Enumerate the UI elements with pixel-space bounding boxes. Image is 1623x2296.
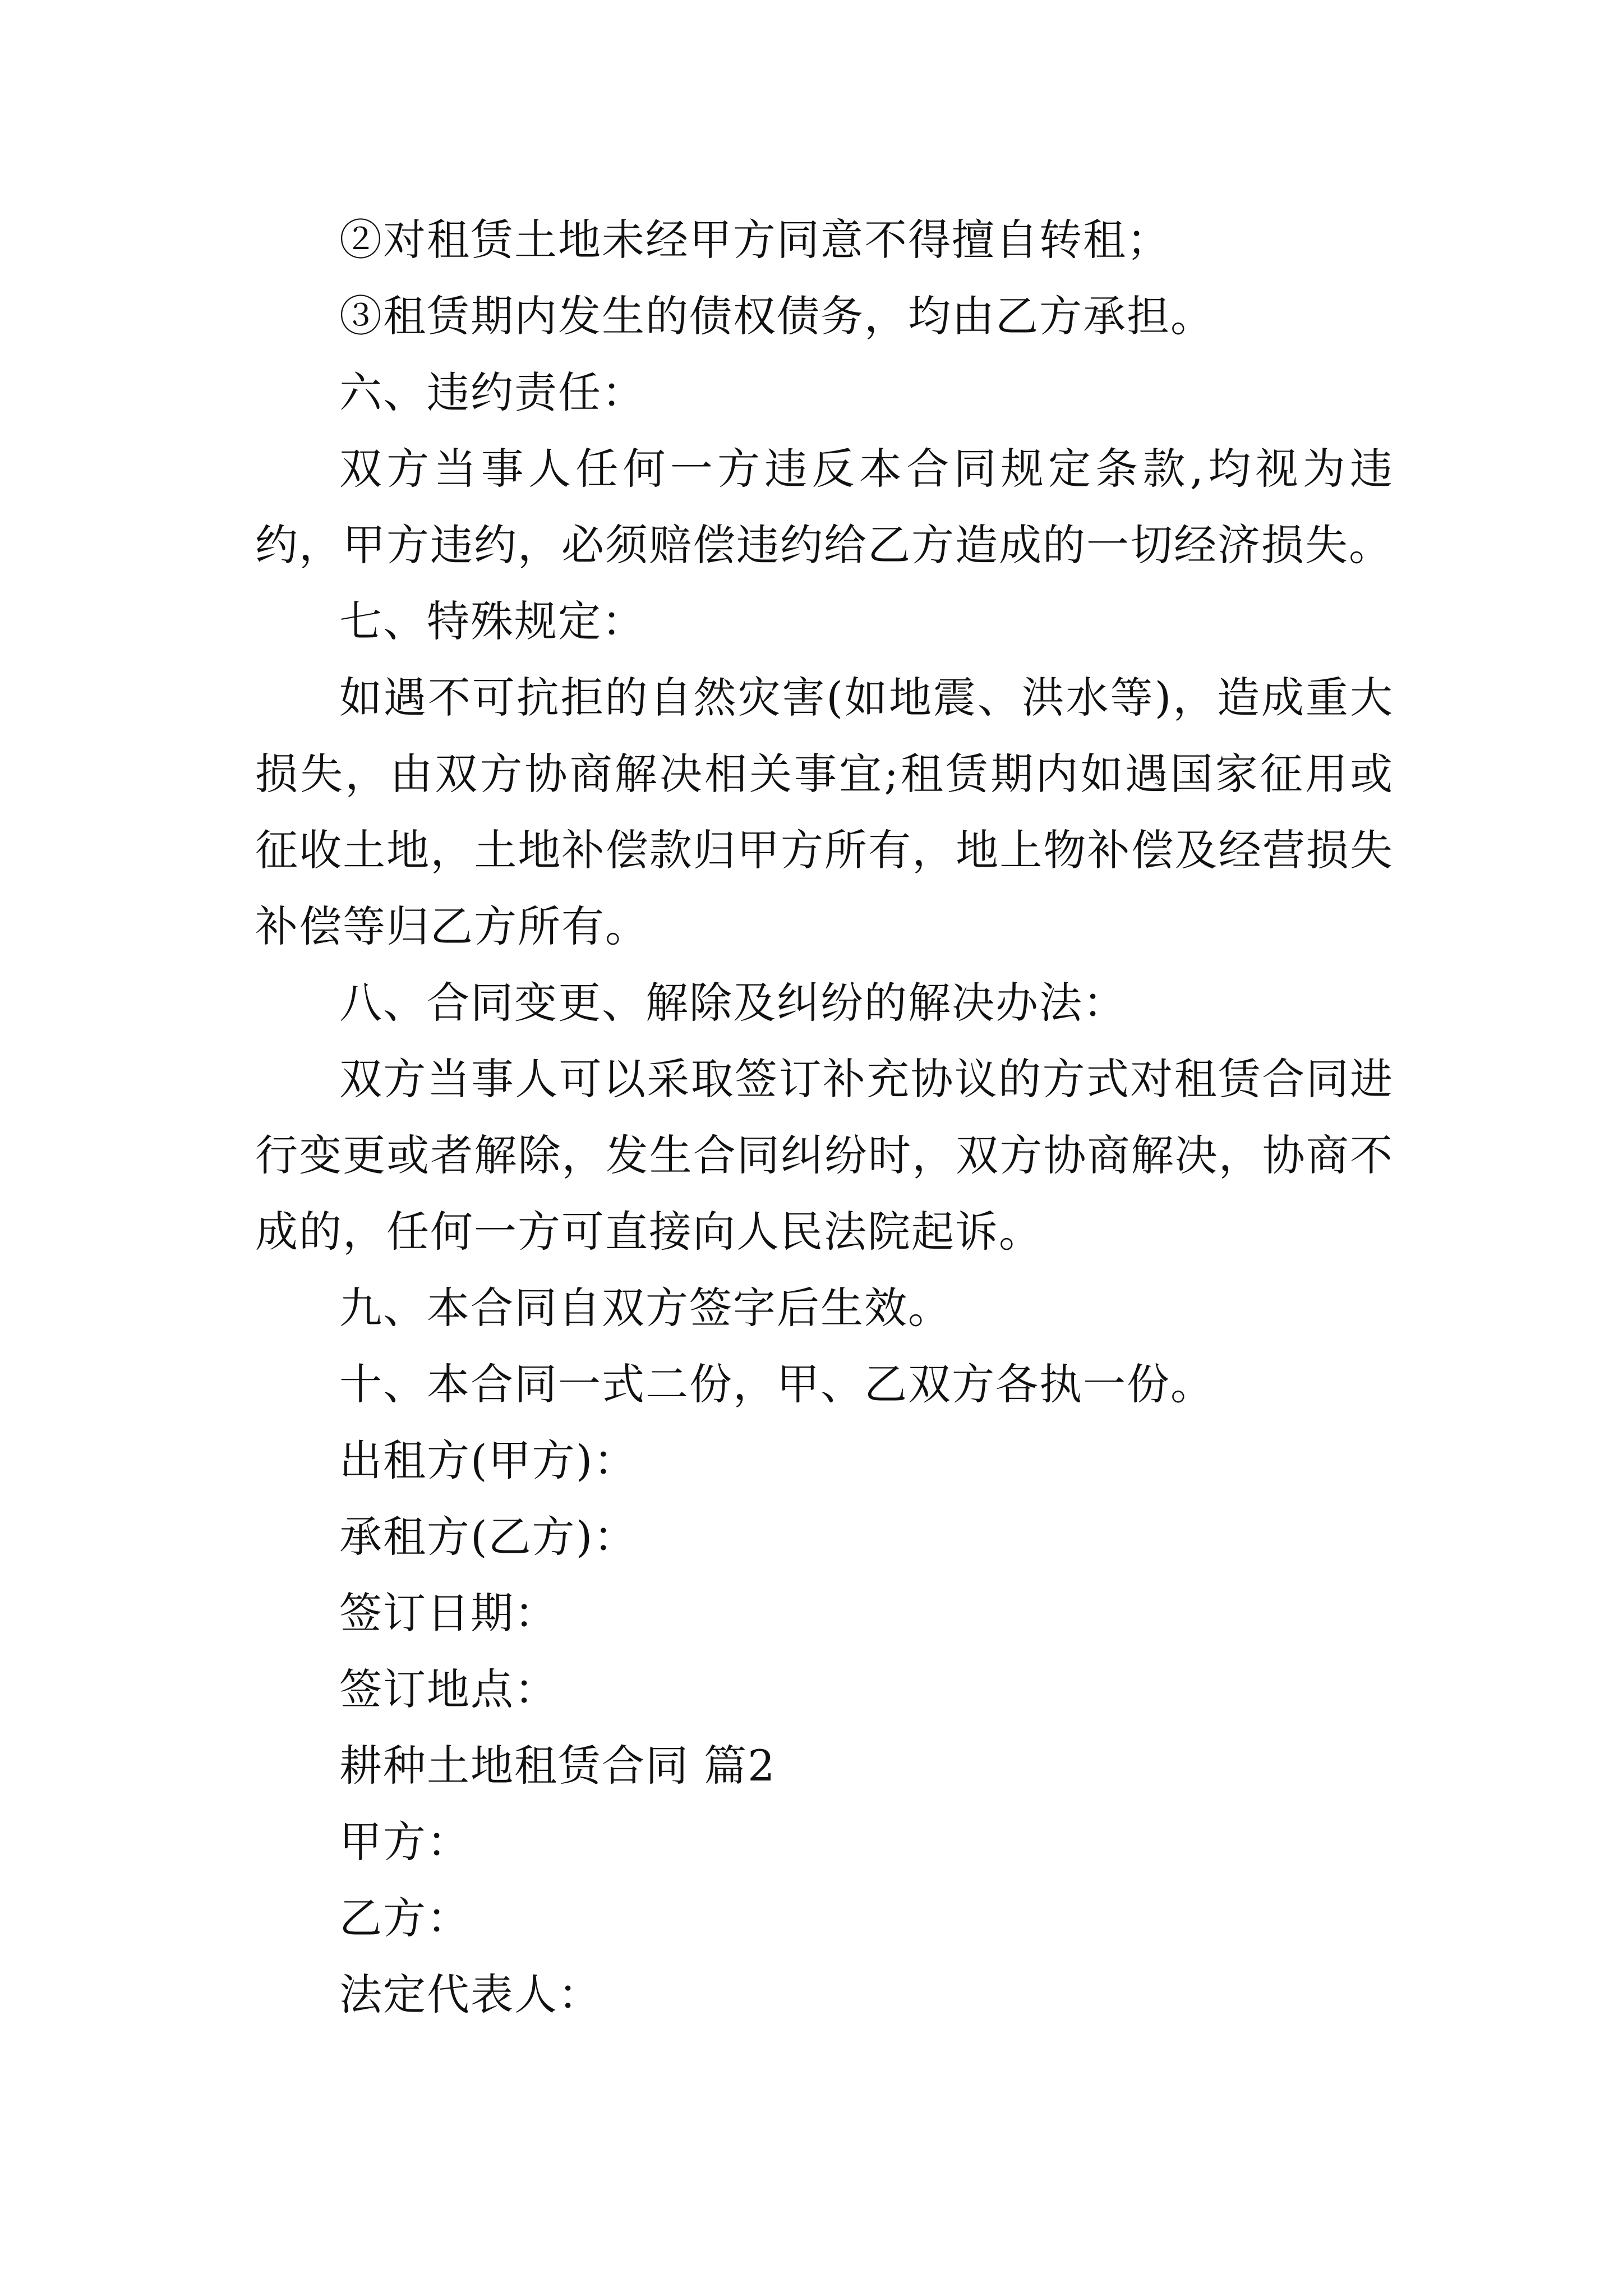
legal-representative-line: 法定代表人：: [339, 1970, 602, 2019]
document-body: [255, 202, 1394, 2033]
section-title: 耕种土地租赁合同 篇2: [339, 1741, 776, 1791]
party-b-line: 乙方：: [339, 1893, 471, 1943]
sign-place-line: 签订地点：: [339, 1664, 558, 1714]
clause-debts: ③租赁期内发生的债权债务，均由乙方承担。: [339, 291, 1214, 341]
heading-breach-liability: 六、违约责任：: [339, 367, 645, 417]
clause-effective: 九、本合同自双方签字后生效。: [339, 1283, 952, 1333]
clause-force-majeure: 如遇不可抗拒的自然灾害(如地震、洪水等)，造成重大损失，由双方协商解决相关事宜;租赁期内如遇国家征用或征收土地，土地补偿款归甲方所有，地上物补偿及经营损失补偿等归乙方所有。: [255, 673, 1394, 951]
heading-special-provisions: 七、特殊规定：: [339, 596, 645, 646]
lessee-signature-line: 承租方(乙方)：: [339, 1512, 638, 1562]
clause-breach: 双方当事人任何一方违反本合同规定条款,均视为违约，甲方违约，必须赔偿违约给乙方造成的一切经济损失。: [255, 444, 1394, 570]
clause-disputes: 双方当事人可以采取签订补充协议的方式对租赁合同进行变更或者解除，发生合同纠纷时，双方协商解决，协商不成的，任何一方可直接向人民法院起诉。: [255, 1054, 1394, 1257]
party-a-line: 甲方：: [339, 1817, 471, 1867]
heading-disputes: 八、合同变更、解除及纠纷的解决办法：: [339, 978, 1127, 1028]
clause-sublease: ②对租赁土地未经甲方同意不得擅自转租；: [339, 215, 1170, 265]
lessor-signature-line: 出租方(甲方)：: [339, 1435, 638, 1485]
clause-copies: 十、本合同一式二份，甲、乙双方各执一份。: [339, 1359, 1214, 1409]
sign-date-line: 签订日期：: [339, 1588, 558, 1638]
